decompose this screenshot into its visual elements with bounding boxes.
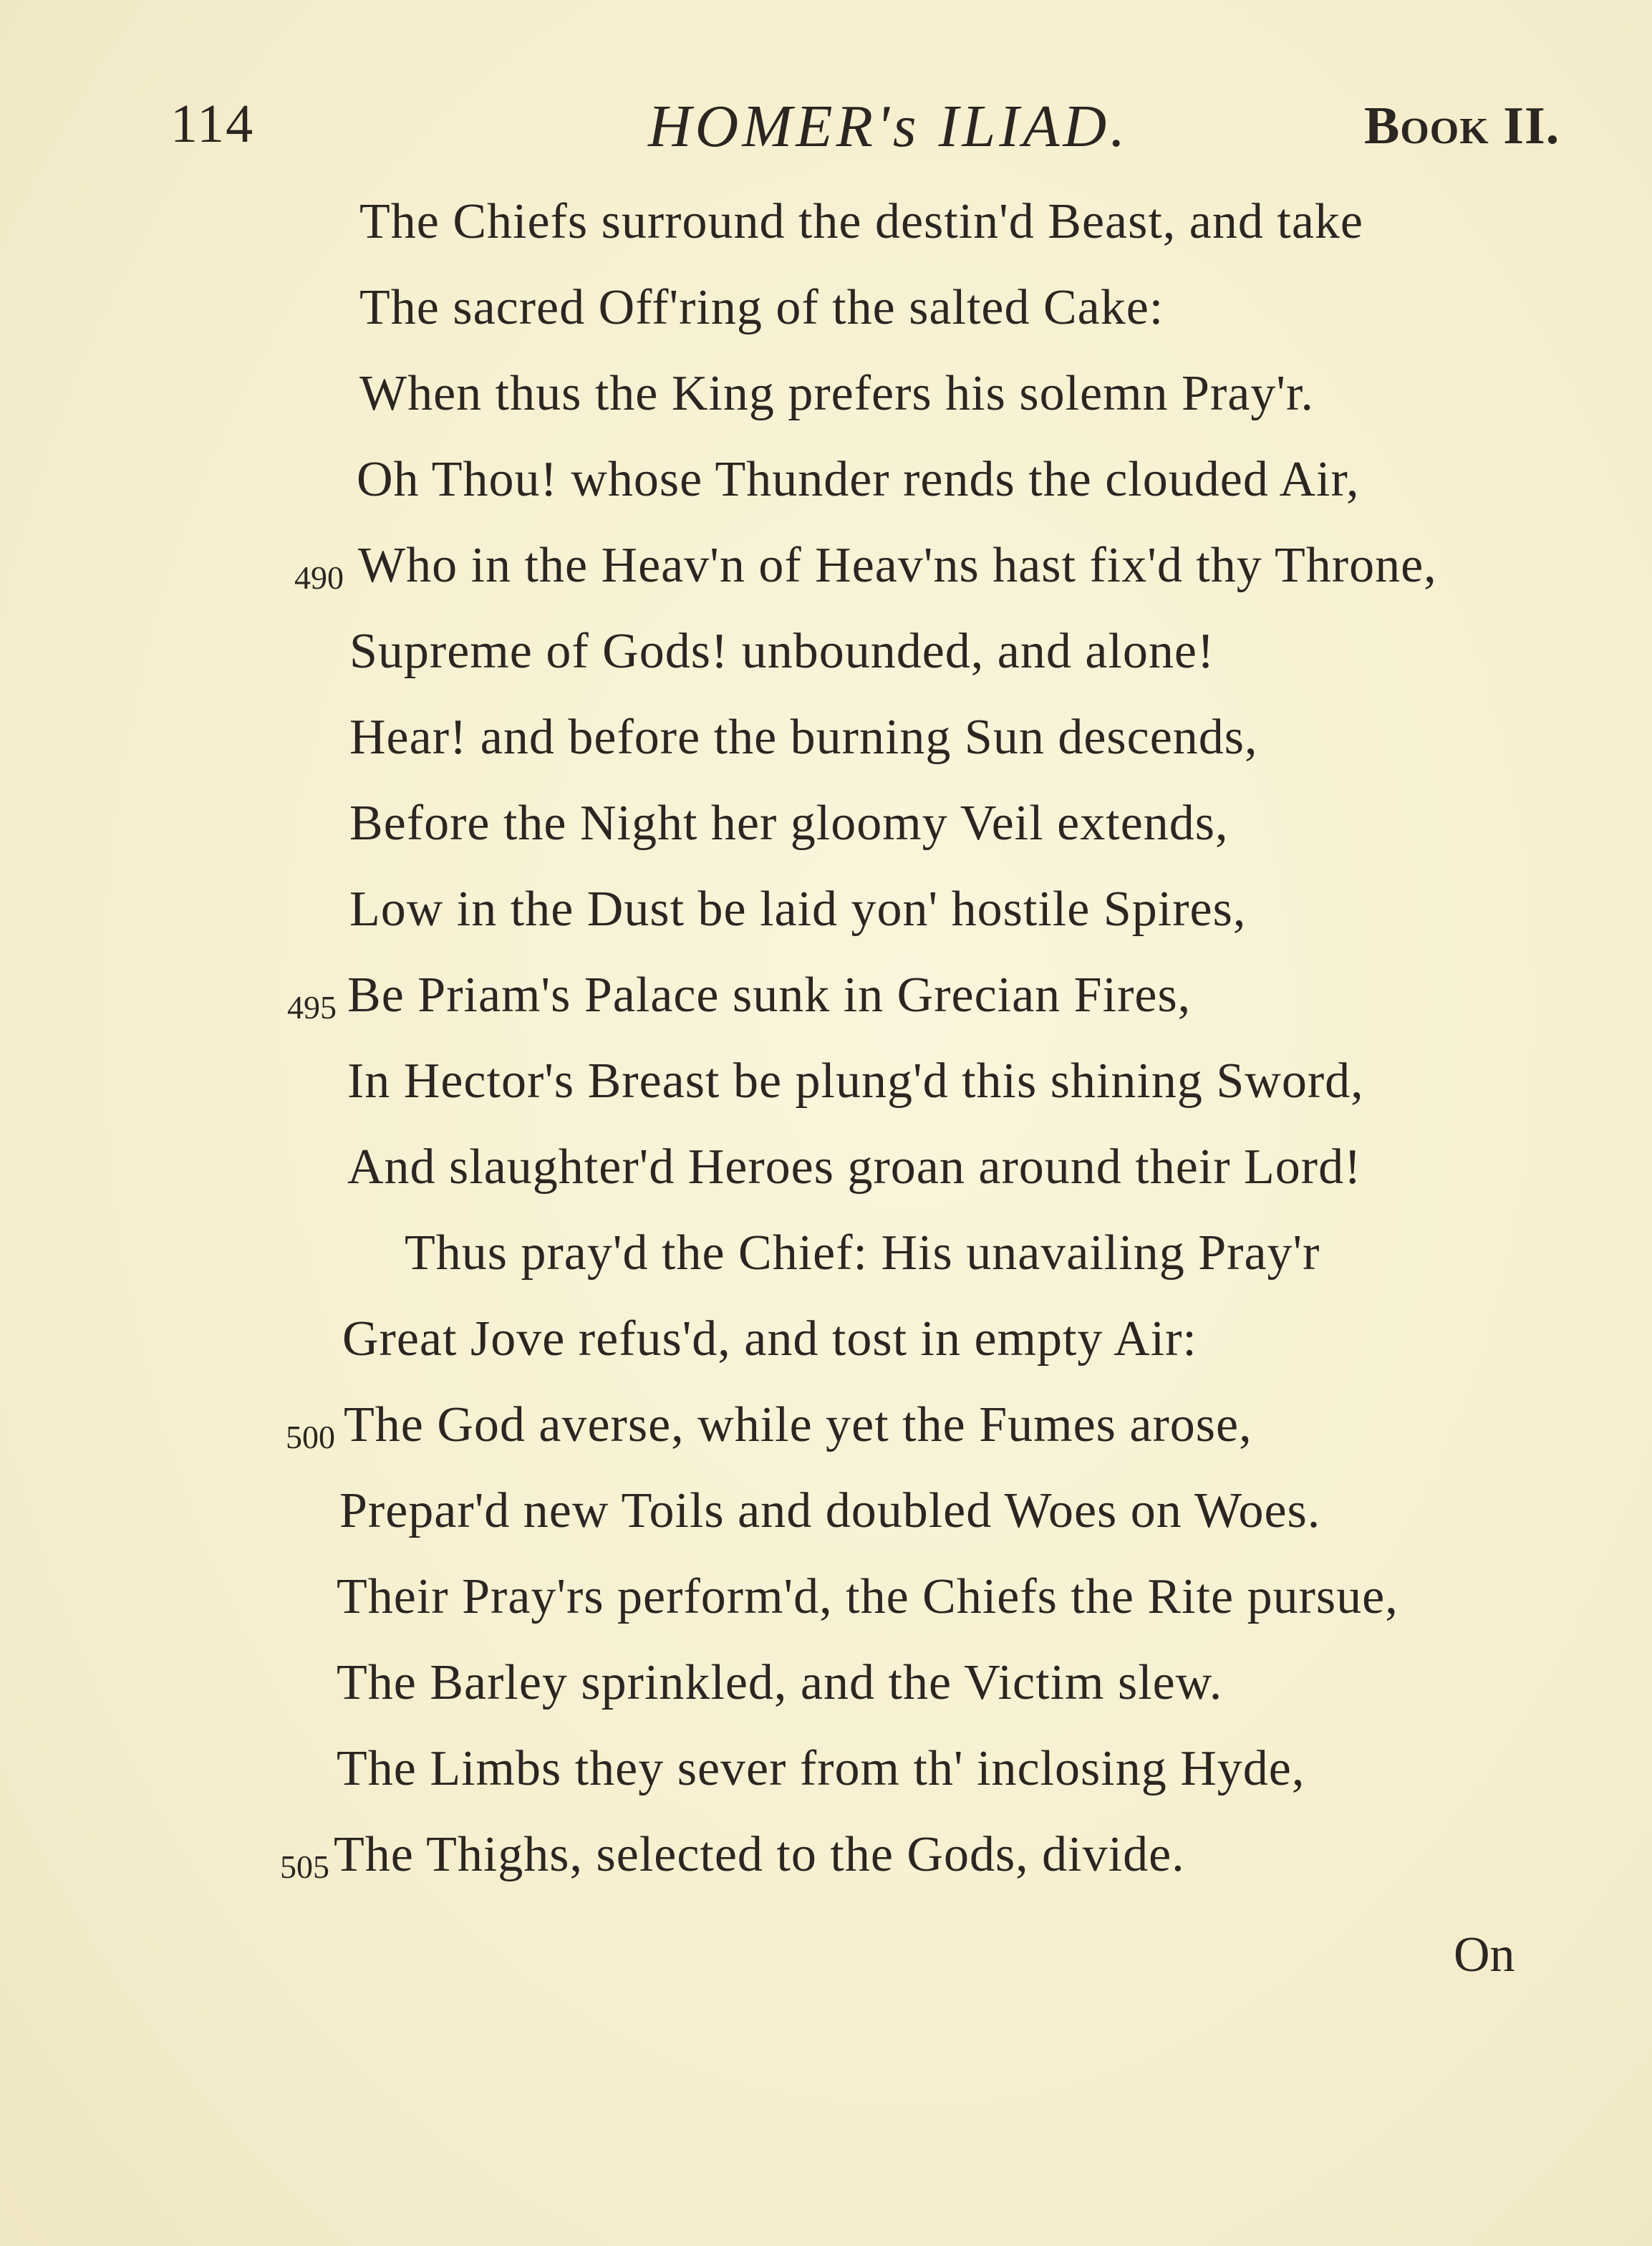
verse-text: Supreme of Gods! unbounded, and alone! (349, 624, 1215, 679)
verse-line (0, 1139, 1652, 1218)
verse-text: The Limbs they sever from th' inclosing Hyde, (337, 1741, 1305, 1796)
verse-line (0, 967, 1652, 1046)
verse-text: Be Priam's Palace sunk in Grecian Fires, (347, 968, 1192, 1023)
verse-line (0, 279, 1652, 358)
verse-text: Before the Night her gloomy Veil extends, (349, 796, 1229, 851)
verse-text: And slaughter'd Heroes groan around their Lord! (347, 1139, 1362, 1195)
book-label: Book II. (1364, 97, 1560, 155)
verse-line (0, 1826, 1652, 1905)
verse-line (0, 193, 1652, 272)
verse-line (0, 537, 1652, 616)
verse-line (0, 795, 1652, 874)
line-number: 500 (286, 1419, 335, 1455)
verse-text: Who in the Heav'n of Heav'ns hast fix'd thy Throne, (358, 538, 1437, 593)
line-number: 495 (287, 989, 337, 1026)
verse-text: Oh Thou! whose Thunder rends the clouded Air, (357, 452, 1360, 507)
verse-text: The Thighs, selected to the Gods, divide. (334, 1827, 1185, 1882)
line-number: 505 (280, 1849, 329, 1885)
verse-text: Low in the Dust be laid yon' hostile Spires, (349, 882, 1247, 937)
verse-text: Thus pray'd the Chief: His unavailing Pray'r (405, 1225, 1320, 1281)
verse-text: Great Jove refus'd, and tost in empty Air: (342, 1311, 1197, 1367)
verse-line (0, 709, 1652, 788)
verse-line (0, 623, 1652, 702)
verse-line (0, 881, 1652, 960)
verse-text: The sacred Off'ring of the salted Cake: (359, 280, 1164, 335)
verse-text: Prepar'd new Toils and doubled Woes on Woes. (339, 1483, 1321, 1538)
verse-line (0, 1740, 1652, 1819)
verse-line (0, 1225, 1652, 1303)
catchword: On (1454, 1927, 1515, 1982)
verse-text: In Hector's Breast be plung'd this shining Sword, (347, 1054, 1364, 1109)
verse-text: The Chiefs surround the destin'd Beast, and take (359, 194, 1363, 249)
verse-line (0, 365, 1652, 444)
verse-text: When thus the King prefers his solemn Pray'r. (359, 366, 1314, 421)
verse-line (0, 1483, 1652, 1561)
verse-text: The Barley sprinkled, and the Victim slew. (337, 1655, 1223, 1710)
verse-line (0, 451, 1652, 530)
verse-line (0, 1568, 1652, 1647)
verse-line (0, 1053, 1652, 1132)
verse-text: Hear! and before the burning Sun descends, (349, 710, 1258, 765)
verse-line (0, 1311, 1652, 1389)
page-header (0, 86, 1652, 165)
page-number: 114 (170, 94, 255, 154)
verse-line (0, 1397, 1652, 1475)
verse-text: Their Pray'rs perform'd, the Chiefs the Rite pursue, (337, 1569, 1399, 1624)
line-number: 490 (294, 559, 344, 596)
running-title: HOMER's ILIAD. (648, 93, 1129, 160)
verse-line (0, 1654, 1652, 1733)
verse-text: The God averse, while yet the Fumes arose, (344, 1397, 1252, 1452)
